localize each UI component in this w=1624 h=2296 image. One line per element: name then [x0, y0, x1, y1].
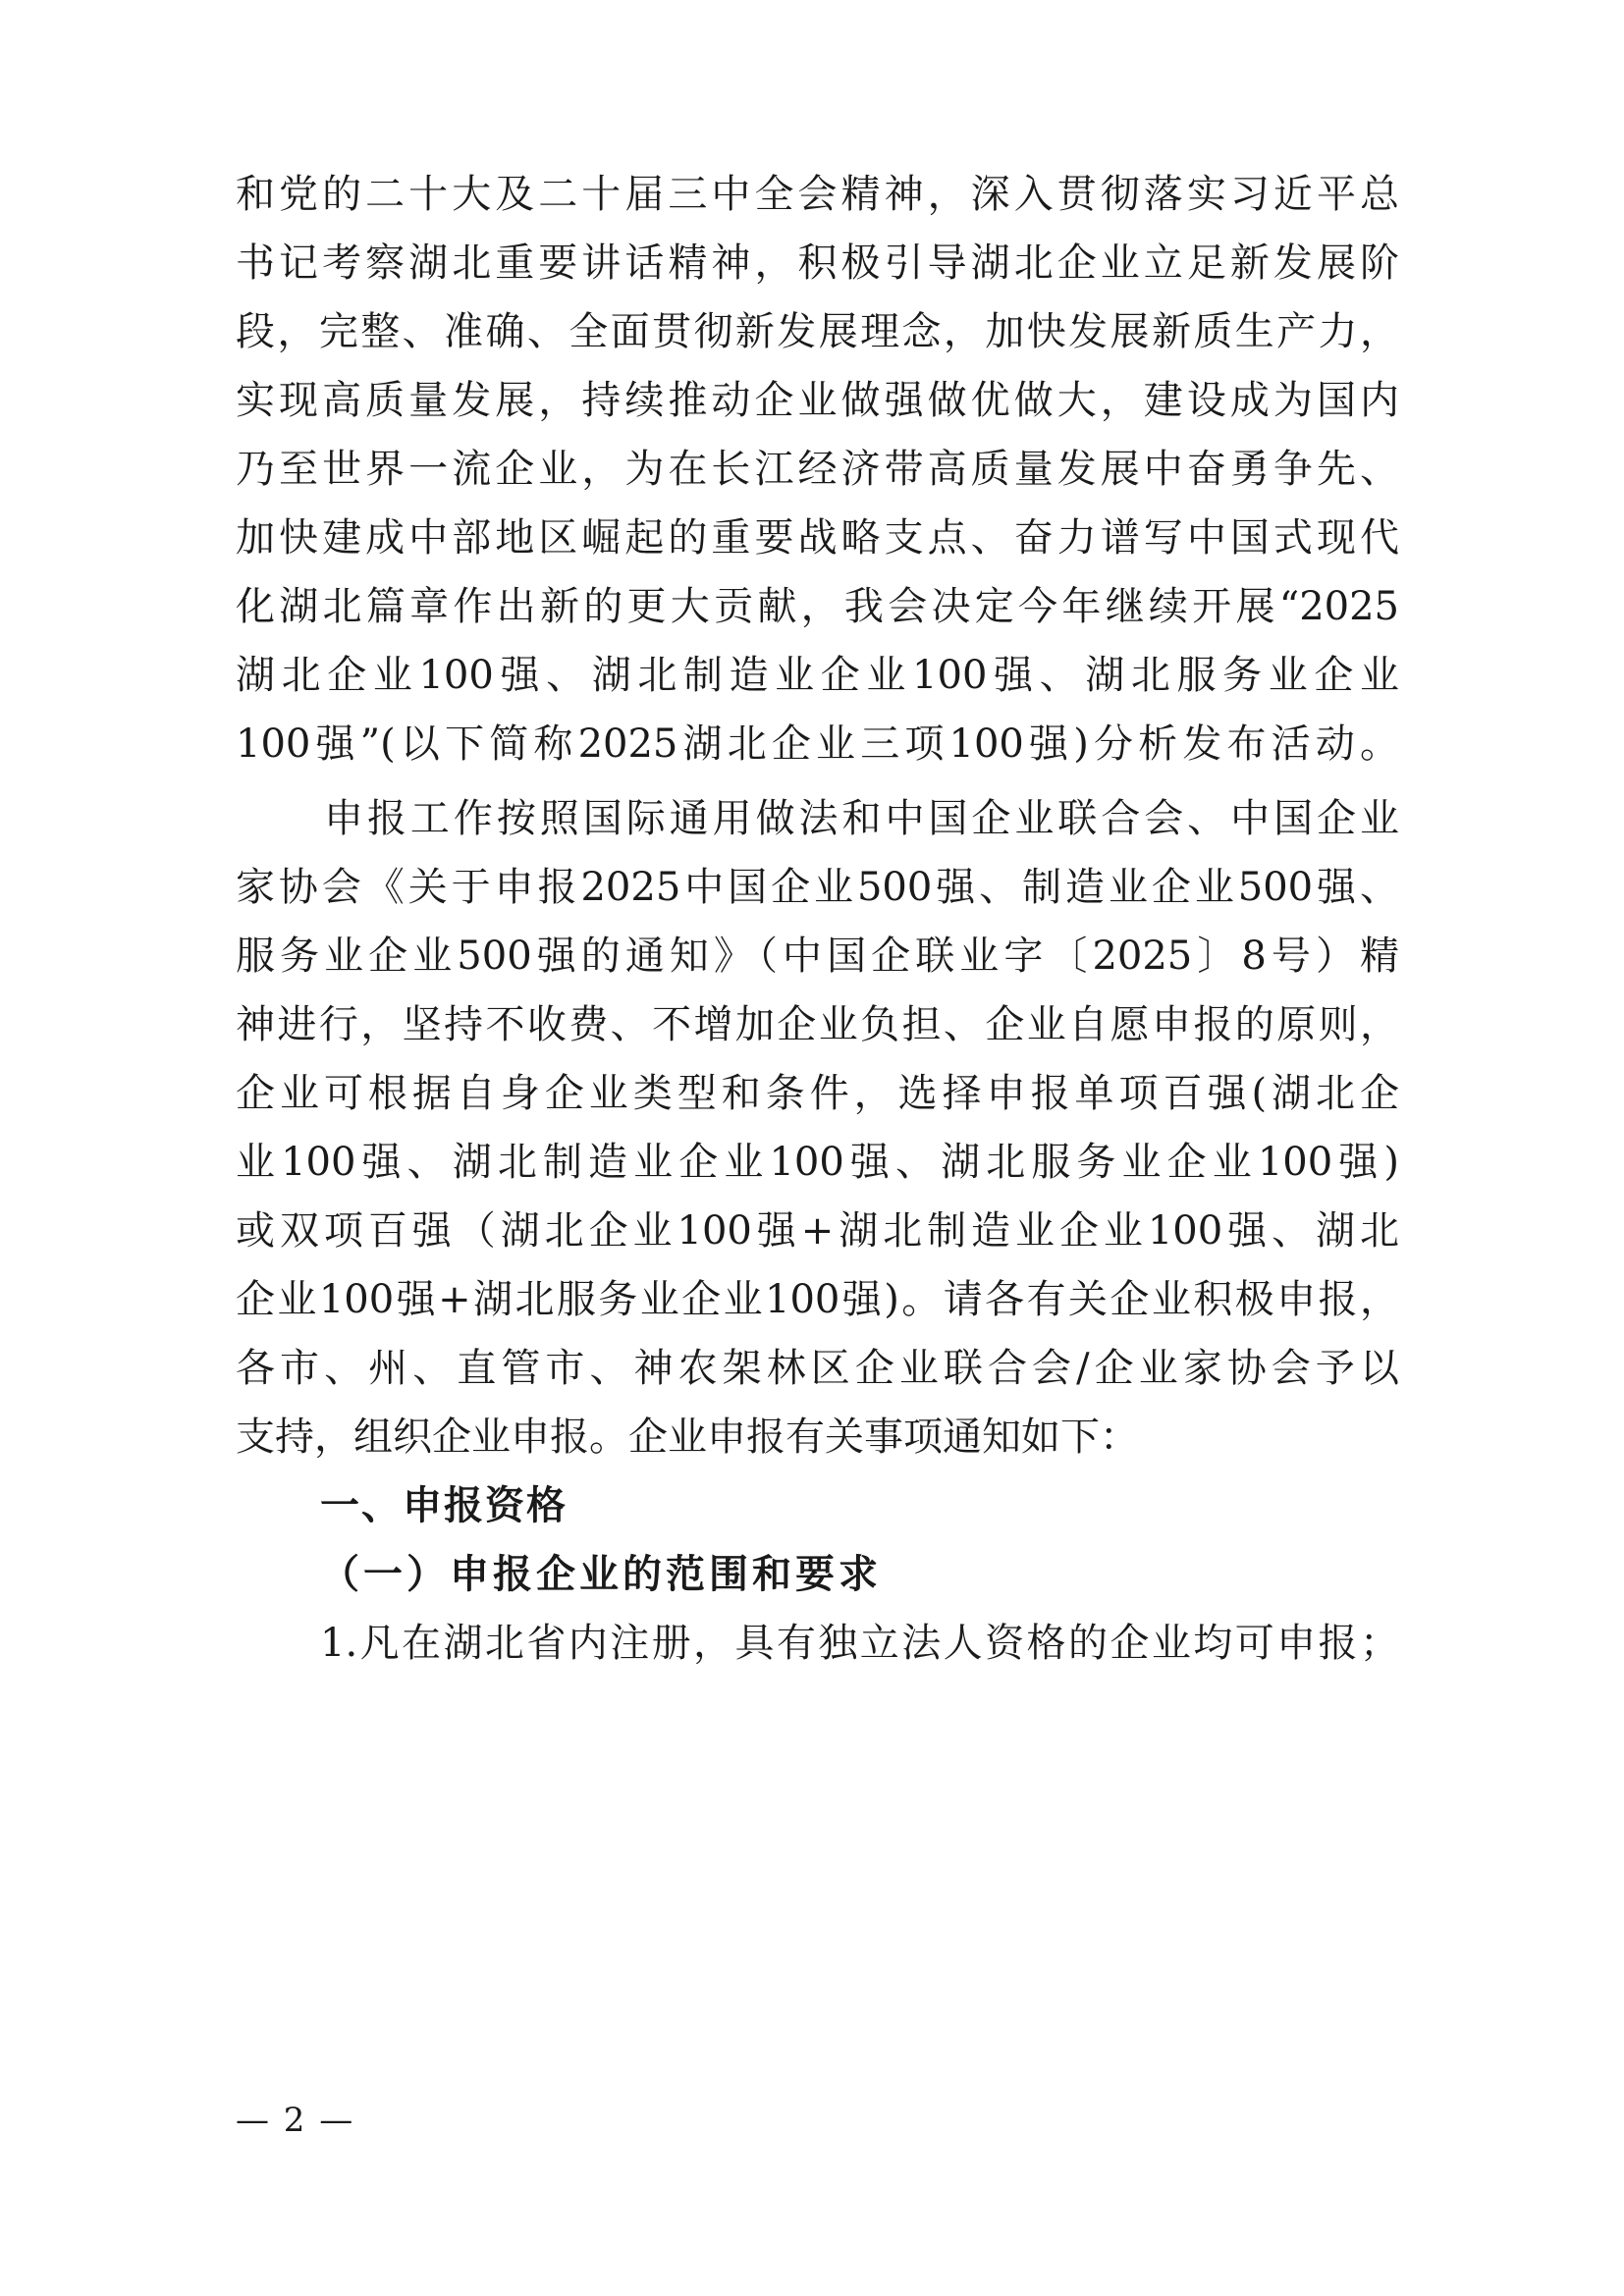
paragraph-line: 加快建成中部地区崛起的重要战略支点、奋力谱写中国式现代 — [236, 515, 1399, 561]
paragraph-line: 企业100强+湖北服务业企业100强)。请各有关企业积极申报， — [236, 1277, 1399, 1322]
paragraph-line: 各市、州、直管市、神农架林区企业联合会/企业家协会予以 — [236, 1346, 1399, 1391]
paragraph-line: 实现高质量发展，持续推动企业做强做优做大，建设成为国内 — [236, 378, 1399, 423]
subsection-heading: （一）申报企业的范围和要求 — [320, 1551, 882, 1597]
paragraph-line: 服务业企业500强的通知》（中国企联业字〔2025〕8号）精 — [236, 934, 1399, 979]
page-number: — 2 — — [236, 2101, 355, 2140]
paragraph-line: 和党的二十大及二十届三中全会精神，深入贯彻落实习近平总 — [236, 172, 1399, 217]
paragraph-line: 神进行，坚持不收费、不增加企业负担、企业自愿申报的原则， — [236, 1002, 1399, 1047]
section-heading: 一、申报资格 — [320, 1483, 568, 1528]
paragraph-line: 业100强、湖北制造业企业100强、湖北服务业企业100强) — [236, 1140, 1399, 1185]
list-item: 1.凡在湖北省内注册，具有独立法人资格的企业均可申报； — [320, 1621, 1399, 1666]
paragraph-line: 支持，组织企业申报。企业申报有关事项通知如下： — [236, 1415, 1139, 1460]
paragraph-line: 乃至世界一流企业，为在长江经济带高质量发展中奋勇争先、 — [236, 447, 1399, 492]
paragraph-line: 家协会《关于申报2025中国企业500强、制造业企业500强、 — [236, 865, 1399, 910]
paragraph-line: 100强”(以下简称2025湖北企业三项100强)分析发布活动。 — [236, 721, 1399, 767]
paragraph-line: 湖北企业100强、湖北制造业企业100强、湖北服务业企业 — [236, 653, 1399, 698]
paragraph-line: 或双项百强（湖北企业100强+湖北制造业企业100强、湖北 — [236, 1208, 1399, 1254]
paragraph-line: 书记考察湖北重要讲话精神，积极引导湖北企业立足新发展阶 — [236, 240, 1399, 286]
paragraph-line: 段，完整、准确、全面贯彻新发展理念，加快发展新质生产力， — [236, 309, 1399, 354]
paragraph-line: 申报工作按照国际通用做法和中国企业联合会、中国企业 — [324, 796, 1399, 841]
paragraph-line: 化湖北篇章作出新的更大贡献，我会决定今年继续开展“2025 — [236, 584, 1399, 629]
paragraph-line: 企业可根据自身企业类型和条件，选择申报单项百强(湖北企 — [236, 1071, 1399, 1116]
